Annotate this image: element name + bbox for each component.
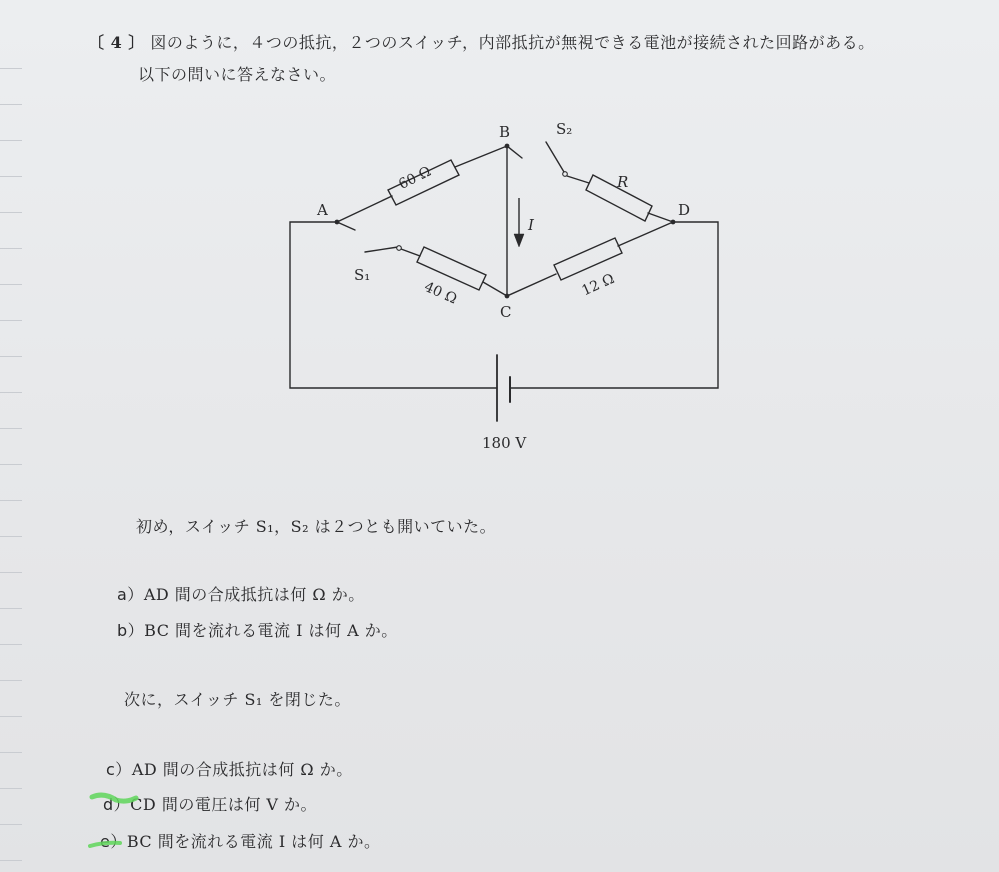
problem-number: 〔 4 〕 (88, 33, 145, 52)
resistor-label-40: 40 Ω (421, 279, 460, 308)
node-label-b: B (499, 123, 511, 141)
highlighter-mark-e (90, 843, 120, 846)
current-label: I (528, 216, 534, 234)
problem-intro-line-2: 以下の問いに答えなさい。 (138, 65, 337, 84)
question-label: b） (117, 621, 145, 640)
question-text: CD 間の電圧は何 V か。 (130, 795, 318, 814)
statement-initial: 初め，スイッチ S₁，S₂ は２つとも開いていた。 (136, 517, 497, 536)
switch-label-s1: S₁ (354, 266, 371, 284)
question-text: BC 間を流れる電流 I は何 A か。 (144, 621, 398, 640)
highlighter-mark-d (92, 795, 136, 801)
resistor-label-60: 60 Ω (396, 163, 434, 193)
question-text: BC 間を流れる電流 I は何 A か。 (126, 832, 381, 851)
switch-label-s2: S₂ (556, 120, 573, 138)
node-label-a: A (317, 201, 328, 219)
question-label: d） (103, 795, 131, 814)
question-label: e） (100, 832, 127, 851)
question-text: AD 間の合成抵抗は何 Ω か。 (131, 760, 353, 779)
battery-label: 180 V (482, 434, 527, 452)
statement-s1-closed: 次に，スイッチ S₁ を閉じた。 (124, 690, 351, 709)
resistor-label-12: 12 Ω (579, 270, 617, 300)
resistor-label-r: R (617, 173, 629, 191)
node-label-c: C (500, 303, 512, 321)
question-label: a） (117, 585, 144, 604)
node-label-d: D (678, 201, 691, 219)
question-label: c） (106, 760, 132, 779)
question-text: AD 間の合成抵抗は何 Ω か。 (143, 585, 365, 604)
intro-text-1: 図のように，４つの抵抗，２つのスイッチ，内部抵抗が無視できる電池が接続された回路がある。 (150, 33, 875, 52)
